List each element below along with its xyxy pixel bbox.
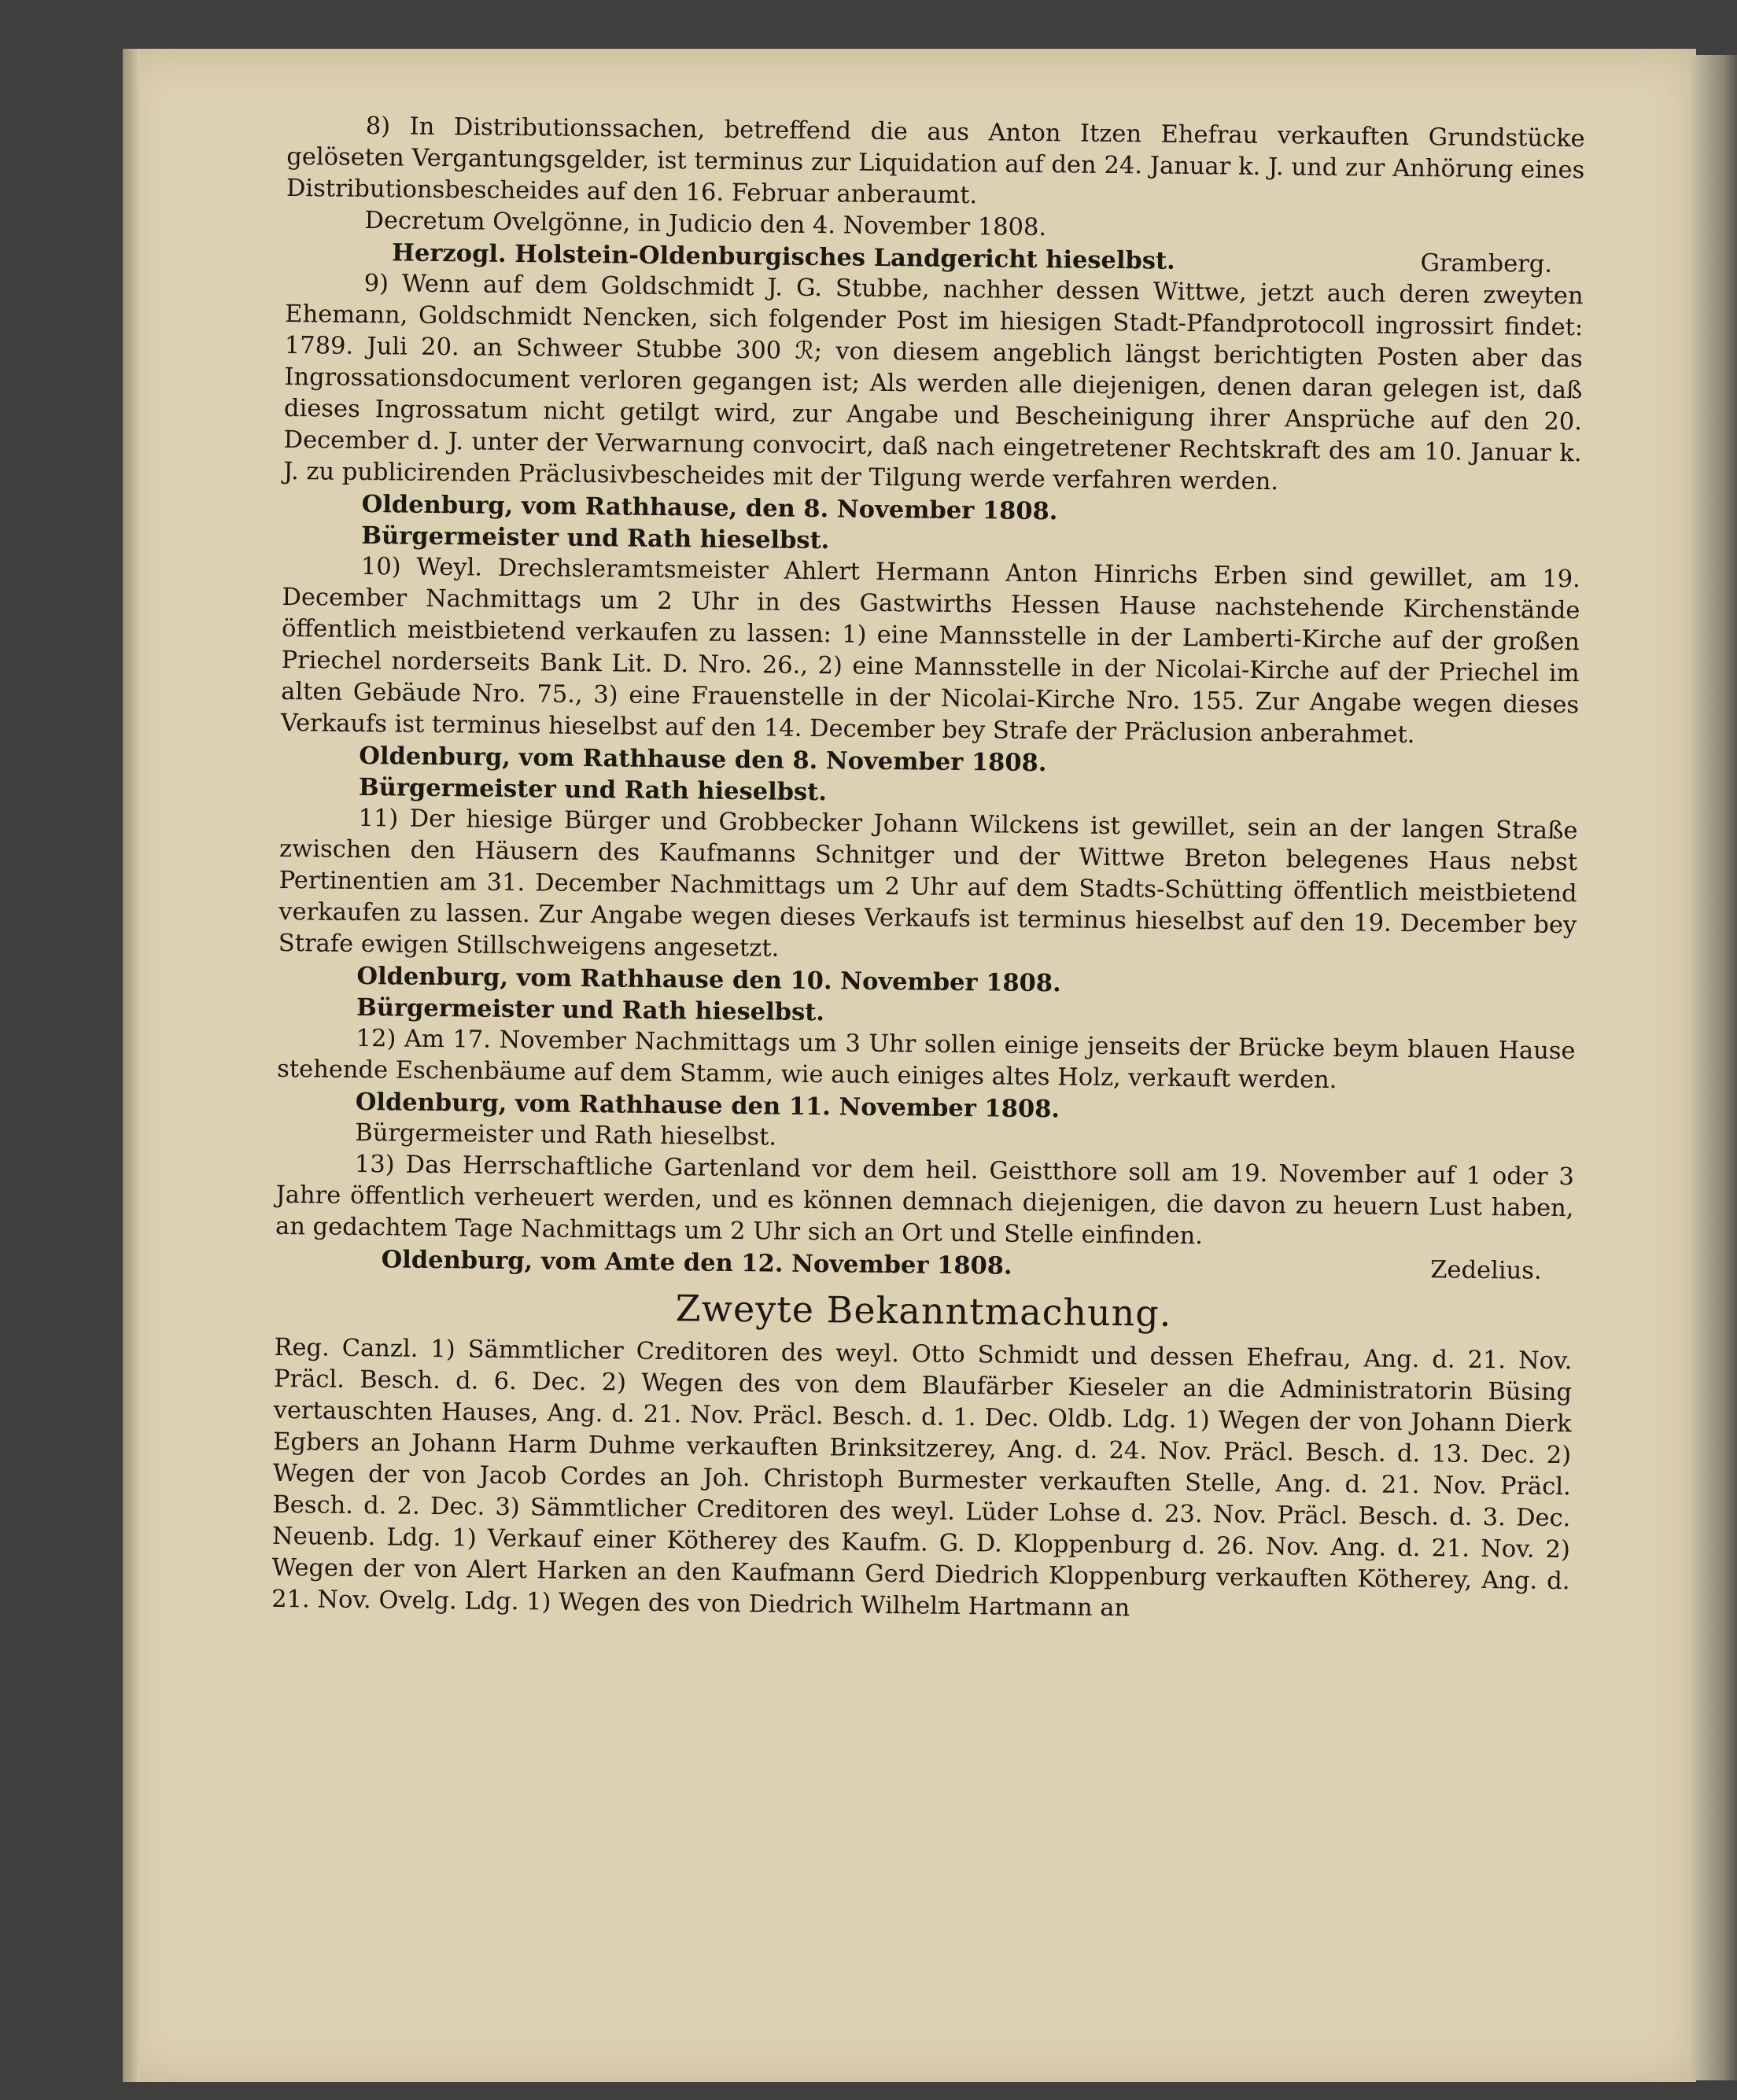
notice-signer: Zedelius. [1430, 1256, 1542, 1285]
notice-date: Oldenburg, vom Amte den 12. November 1808. [381, 1245, 1012, 1280]
notice-text: 9) Wenn auf dem Goldschmidt J. G. Stubbe, nachher dessen Wittwe, jetzt auch deren zweyten Ehemann, Goldschmidt Nencken, sich folgender Post im hiesigen Stadt-Pfandprotocoll ingrossirt findet: 1789. Juli 20. an Schweer Stubbe 300 ℛ; von diesem angeblich längst berichtigten Posten aber das Ingrossationsdocument verloren gegangen ist; Als werden alle diejenigen, denen daran gelegen ist, daß dieses Ingrossatum nicht getilgt wird, zur Angabe und Bescheinigung ihrer Ansprüche auf den 20. December d. J. unter der Verwarnung convocirt, daß nach eingetretener Rechtskraft des am 10. Januar k. J. zu publicirenden Präclusivbescheides mit der Tilgung werde verfahren werden. [283, 270, 1584, 496]
notice-date: Oldenburg, vom Rathhause den 10. November 1808. [356, 961, 1061, 998]
page-content [271, 110, 1585, 1629]
notice-decree: Decretum Ovelgönne, in Judicio den 4. November 1808. [364, 207, 1047, 242]
page-edge [1691, 55, 1737, 2080]
notice-date: Oldenburg, vom Rathhause den 8. November 1808. [359, 742, 1047, 778]
notice-text: 11) Der hiesige Bürger und Grobbecker Johann Wilckens ist gewillet, sein an der langen Straße zwischen den Häusern des Kaufmanns Schnitger und der Wittwe Breton belegenes Haus nebst Pertinentien am 31. December Nachmittags um 2 Uhr auf dem Stadts-Schütting öffentlich meistbietend verkaufen zu lassen. Zur Angabe wegen dieses Verkaufs ist terminus hieselbst auf den 19. December bey Strafe ewigen Stillschweigens angesetzt. [278, 804, 1578, 963]
notice-text: 13) Das Herrschaftliche Gartenland vor dem heil. Geistthore soll am 19. November auf 1 oder 3 Jahre öffentlich verheuert werden, und es können demnach diejenigen, die davon zu heuern Lust haben, an gedachtem Tage Nachmittags um 2 Uhr sich an Ort und Stelle einfinden. [275, 1150, 1575, 1251]
notice-signer: Bürgermeister und Rath hieselbst. [355, 1118, 777, 1151]
notice-signer: Bürgermeister und Rath hieselbst. [358, 773, 828, 807]
notice-text: 12) Am 17. November Nachmittags um 3 Uhr sollen einige jenseits der Brücke beym blauen Hause stehende Eschenbäume auf dem Stamm, wie auch einiges altes Holz, verkauft werden. [277, 1024, 1576, 1095]
page-binding [123, 49, 140, 2082]
notice-text: 8) In Distributionssachen, betreffend die aus Anton Itzen Ehefrau verkauften Grundstücke gelöseten Vergantungsgelder, ist terminus zur Liquidation auf den 24. Januar k. J. und zur Anhörung eines Distributionsbescheides auf den 16. Februar anberaumt. [286, 112, 1585, 210]
notice-signer: Bürgermeister und Rath hieselbst. [356, 993, 825, 1027]
notice-11 [278, 802, 1578, 1036]
notice-8 [286, 110, 1585, 281]
notice-13 [275, 1148, 1575, 1288]
notice-10 [280, 551, 1580, 816]
second-announcement-text: Reg. Canzl. 1) Sämmtlicher Creditoren des weyl. Otto Schmidt und dessen Ehefrau, Ang. d. 21. Nov. Präcl. Besch. d. 6. Dec. 2) Wegen des von dem Blaufärber Kieseler an die Administratorin Büsing vertauschten Hauses, Ang. d. 21. Nov. Präcl. Besch. d. 1. Dec. Oldb. Ldg. 1) Wegen der von Johann Dierk Egbers an Johann Harm Duhme verkauften Brinksitzerey, Ang. d. 24. Nov. Präcl. Besch. d. 13. Dec. 2) Wegen der von Jacob Cordes an Joh. Christoph Burmester verkauften Stelle, Ang. d. 21. Nov. Präcl. Besch. d. 2. Dec. 3) Sämmtlicher Creditoren des weyl. Lüder Lohse d. 23. Nov. Präcl. Besch. d. 3. Dec. Neuenb. Ldg. 1) Verkauf einer Kötherey des Kaufm. G. D. Kloppenburg d. 26. Nov. Ang. d. 21. Nov. 2) Wegen der von Alert Harken an den Kaufmann Gerd Diedrich Kloppenburg verkauften Kötherey, Ang. d. 21. Nov. Ovelg. Ldg. 1) Wegen des von Diedrich Wilhelm Hartmann an [271, 1333, 1573, 1623]
court-name: Herzogl. Holstein-Oldenburgisches Landgericht hieselbst. [391, 238, 1175, 275]
notice-text: 10) Weyl. Drechsleramtsmeister Ahlert Hermann Anton Hinrichs Erben sind gewillet, am 19. December Nachmittags um 2 Uhr in des Gastwirths Hessen Hause nachstehende Kirchenstände öffentlich meistbietend verkaufen zu lassen: 1) eine Mannsstelle in der Lamberti-Kirche auf der großen Priechel norderseits Bank Lit. D. Nro. 26., 2) eine Mannsstelle in der Nicolai-Kirche auf der Priechel im alten Gebäude Nro. 75., 3) eine Frauenstelle in der Nicolai-Kirche Nro. 155. Zur Angabe wegen dieses Verkaufs ist terminus hieselbst auf den 14. December bey Strafe der Präclusion anberahmet. [280, 553, 1581, 750]
notice-signer: Bürgermeister und Rath hieselbst. [361, 521, 830, 555]
second-announcement [271, 1332, 1573, 1629]
notice-signer: Gramberg. [1420, 249, 1553, 278]
section-title: Zweyte Bekanntmachung. [675, 1287, 1172, 1335]
notice-date: Oldenburg, vom Rathhause, den 8. November 1808. [361, 490, 1058, 526]
notice-12 [276, 1022, 1576, 1162]
notice-9 [282, 267, 1584, 564]
notice-date: Oldenburg, vom Rathhause den 11. November 1808. [355, 1087, 1060, 1124]
